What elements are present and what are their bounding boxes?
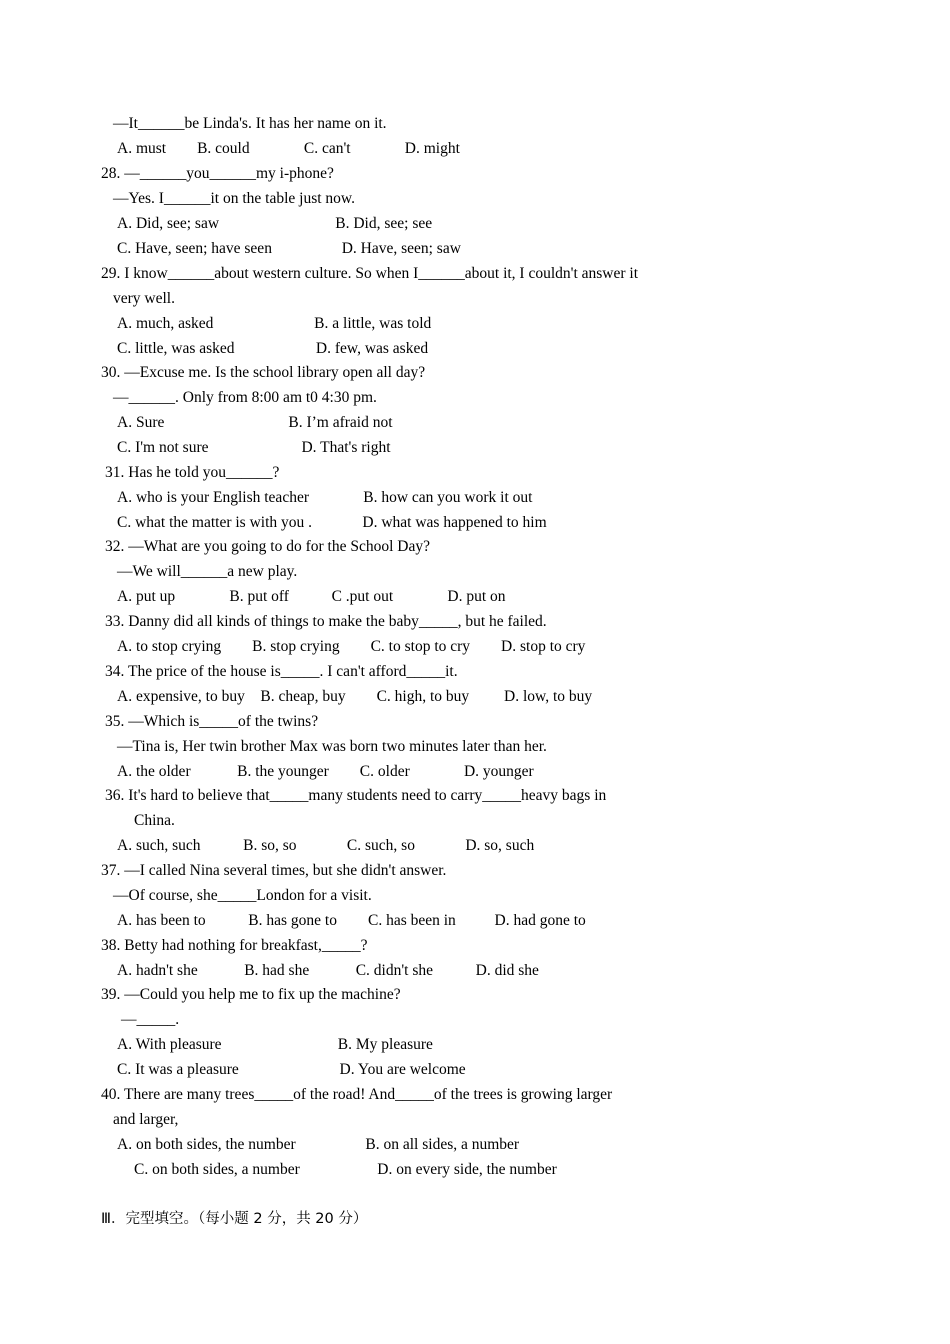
q32-options: A. put up B. put off C .put out D. put on: [117, 588, 506, 605]
q36-options: A. such, such B. so, so C. such, so D. so, such: [117, 837, 535, 854]
q29-options-ab: A. much, asked B. a little, was told: [117, 315, 432, 332]
q28-options-cd: C. Have, seen; have seen D. Have, seen; saw: [117, 240, 461, 257]
q40-stem: 40. There are many trees_____of the road! And_____of the trees is growing larger: [101, 1086, 613, 1103]
q40-options-ab: A. on both sides, the number B. on all sides, a number: [117, 1136, 520, 1153]
q30-options-cd: C. I'm not sure D. That's right: [117, 439, 391, 456]
q39-stem: 39. —Could you help me to fix up the machine?: [101, 986, 401, 1003]
q30-stem: 30. —Excuse me. Is the school library open all day?: [101, 364, 426, 381]
q32-stem: 32. —What are you going to do for the School Day?: [105, 538, 430, 555]
q30-options-ab: A. Sure B. I’m afraid not: [117, 414, 393, 431]
q38-stem: 38. Betty had nothing for breakfast,_____?: [101, 937, 368, 954]
q33-stem: 33. Danny did all kinds of things to make the baby_____, but he failed.: [105, 613, 547, 630]
q34-options: A. expensive, to buy B. cheap, buy C. high, to buy D. low, to buy: [117, 688, 593, 705]
q40-options-cd: C. on both sides, a number D. on every side, the number: [134, 1161, 557, 1178]
q37-stem: 37. —I called Nina several times, but she didn't answer.: [101, 862, 447, 879]
q31-options-ab: A. who is your English teacher B. how can you work it out: [117, 489, 533, 506]
q29-stem: 29. I know______about western culture. So when I______about it, I couldn't answer it: [101, 265, 639, 282]
q38-options: A. hadn't she B. had she C. didn't she D. did she: [117, 962, 539, 979]
q40-stem-cont: and larger,: [113, 1111, 179, 1128]
q35-options: A. the older B. the younger C. older D. younger: [117, 763, 534, 780]
q33-options: A. to stop crying B. stop crying C. to stop to cry D. stop to cry: [117, 638, 586, 655]
section-heading-cloze: Ⅲ．完型填空。（每小题 2 分，共 20 分）: [101, 1211, 368, 1227]
q31-stem: 31. Has he told you______?: [105, 464, 280, 481]
q29-stem-cont: very well.: [113, 290, 175, 307]
q35-stem-line: —Tina is, Her twin brother Max was born two minutes later than her.: [117, 738, 547, 755]
q36-stem: 36. It's hard to believe that_____many students need to carry_____heavy bags in: [105, 787, 607, 804]
q31-options-cd: C. what the matter is with you . D. what was happened to him: [117, 514, 547, 531]
q28-stem: 28. —______you______my i-phone?: [101, 165, 334, 182]
q30-stem-line: —______. Only from 8:00 am t0 4:30 pm.: [113, 389, 377, 406]
q35-stem: 35. —Which is_____of the twins?: [105, 713, 319, 730]
q27-stem-line: —It______be Linda's. It has her name on it.: [113, 115, 387, 132]
q28-options-ab: A. Did, see; saw B. Did, see; see: [117, 215, 433, 232]
q34-stem: 34. The price of the house is_____. I can't afford_____it.: [105, 663, 458, 680]
q29-options-cd: C. little, was asked D. few, was asked: [117, 340, 429, 357]
q37-stem-line: —Of course, she_____London for a visit.: [113, 887, 372, 904]
q39-stem-line: —_____.: [121, 1011, 180, 1028]
q39-options-ab: A. With pleasure B. My pleasure: [117, 1036, 433, 1053]
q28-stem-line: —Yes. I______it on the table just now.: [113, 190, 355, 207]
q36-stem-cont: China.: [134, 812, 175, 829]
q27-options: A. must B. could C. can't D. might: [117, 140, 460, 157]
q37-options: A. has been to B. has gone to C. has been in D. had gone to: [117, 912, 586, 929]
q32-stem-line: —We will______a new play.: [117, 563, 298, 580]
q39-options-cd: C. It was a pleasure D. You are welcome: [117, 1061, 466, 1078]
